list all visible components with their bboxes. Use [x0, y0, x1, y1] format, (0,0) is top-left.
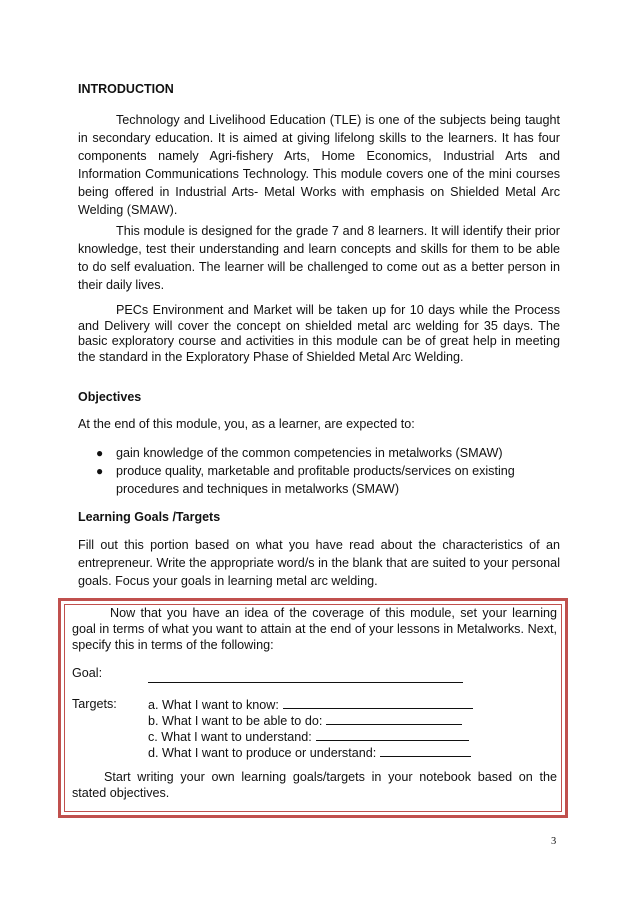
- list-item: ● gain knowledge of the common competencies in metalworks (SMAW): [96, 446, 503, 460]
- target-understand-label: c. What I want to understand:: [148, 730, 312, 744]
- target-know-row: [148, 696, 473, 713]
- target-know-label: a. What I want to know:: [148, 698, 279, 712]
- objectives-list: [96, 444, 526, 498]
- bullet-icon: ●: [96, 464, 104, 478]
- goal-box-intro: Now that you have an idea of the coverage of this module, set your learning goal in terms of what you want to attain at the end of your lessons in Metalworks. Next, specify this in terms of the following:: [72, 606, 557, 652]
- introduction-heading: INTRODUCTION: [78, 82, 174, 96]
- target-do-blank[interactable]: [326, 712, 462, 725]
- goal-box-closing: Start writing your own learning goals/targets in your notebook based on the stated objectives.: [72, 770, 557, 800]
- intro-paragraph-2: This module is designed for the grade 7 and 8 learners. It will identify their prior knowledge, test their understanding and learn concepts and skills for them to be able to do self evaluation. The learner will be challenged to come out as a better person in their daily lives.: [78, 224, 560, 292]
- targets-label: Targets:: [72, 697, 117, 711]
- target-know-blank[interactable]: [283, 696, 473, 709]
- intro-paragraph-3: PECs Environment and Market will be taken up for 10 days while the Process and Delivery will cover the concept on shielded metal arc welding for 35 days. The basic exploratory course and activities in this module can be of great help in meeting the standard in the Exploratory Phase of Shielded Metal Arc Welding.: [78, 303, 560, 364]
- target-produce-row: [148, 744, 471, 761]
- target-do-label: b. What I want to be able to do:: [148, 714, 323, 728]
- list-item: ● produce quality, marketable and profitable products/services on existing procedures and techniques in metalworks (SMAW): [96, 464, 515, 496]
- target-produce-blank[interactable]: [380, 744, 471, 757]
- page-number: 3: [551, 836, 557, 847]
- goal-label: Goal:: [72, 666, 103, 680]
- bullet-icon: ●: [96, 446, 104, 460]
- intro-paragraph-1: Technology and Livelihood Education (TLE) is one of the subjects being taught in secondary education. It is aimed at giving lifelong skills to the learners. It has four components namely Agri-fishery Arts, Home Economics, Industrial Arts and Information Communications Technology. This module covers one of the mini courses being offered in Industrial Arts- Metal Works with emphasis on Shielded Metal Arc Welding (SMAW).: [78, 113, 560, 217]
- target-do-row: [148, 712, 462, 729]
- learning-goals-heading: Learning Goals /Targets: [78, 510, 221, 524]
- target-produce-label: d. What I want to produce or understand:: [148, 746, 377, 760]
- goal-blank-line[interactable]: [148, 682, 463, 683]
- learning-goals-instructions: Fill out this portion based on what you have read about the characteristics of an entrepreneur. Write the appropriate word/s in the blank that are suited to your personal goals. Focus your goals in learning metal arc welding.: [78, 538, 560, 588]
- objectives-heading: Objectives: [78, 390, 142, 404]
- target-understand-blank[interactable]: [316, 728, 469, 741]
- target-understand-row: [148, 728, 469, 745]
- objectives-intro: At the end of this module, you, as a learner, are expected to:: [78, 417, 415, 431]
